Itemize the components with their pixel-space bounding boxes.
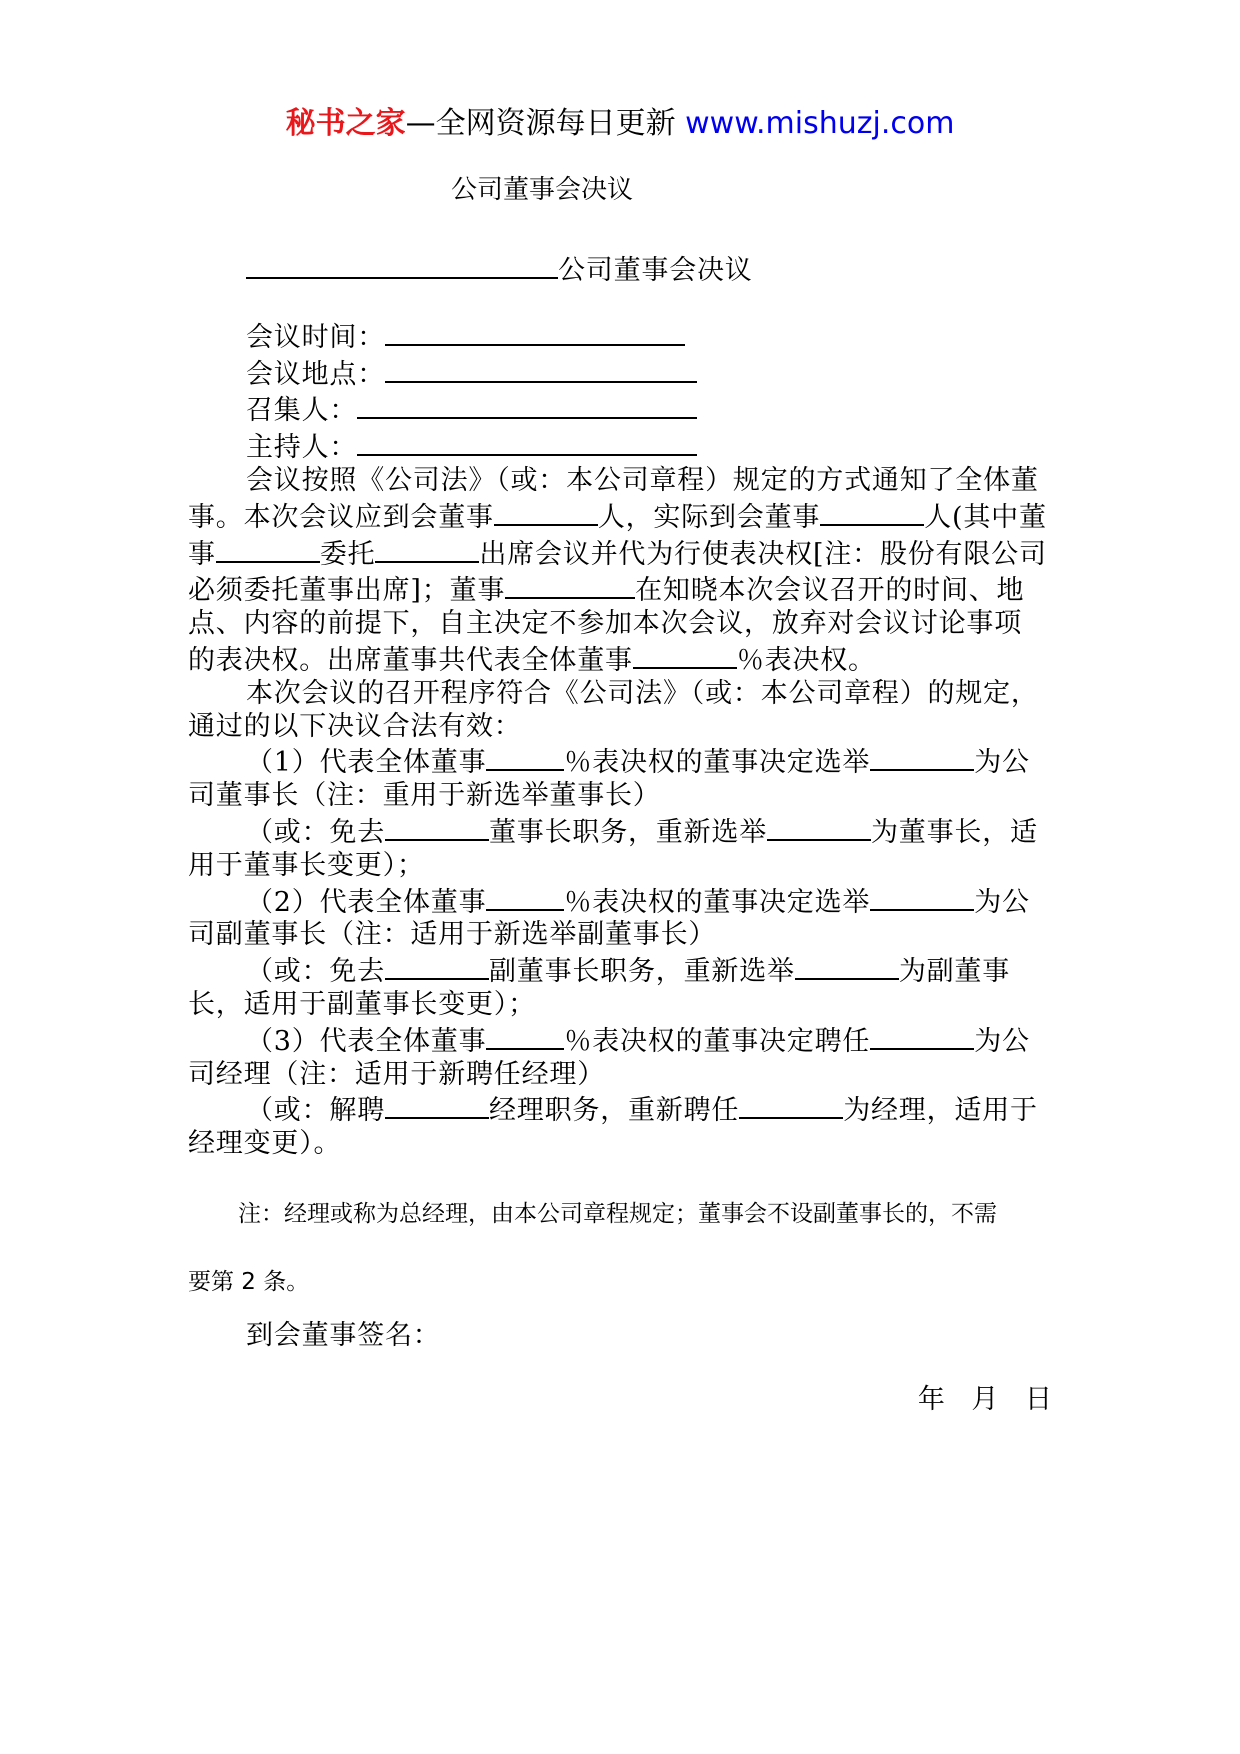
- blank[interactable]: [375, 535, 479, 563]
- text: 为副董事长，适用于副董事长变更）；: [188, 956, 1011, 1020]
- blank[interactable]: [494, 498, 598, 526]
- field-label: 召集人：: [246, 395, 358, 427]
- text: ％表决权的董事决定聘任: [564, 1025, 871, 1057]
- text: 会议按照《公司法》（或：本公司章程）规定的方式通知了全体董事。本次会议应到会董事: [188, 464, 1039, 533]
- text: 为公司经理（注：适用于新聘任经理）: [188, 1025, 1030, 1090]
- resolution-item-2-alt: [188, 952, 1048, 1022]
- paragraph-notice: [188, 465, 1048, 678]
- blank[interactable]: [486, 883, 564, 911]
- resolution-heading: [188, 251, 1048, 288]
- field-label: 会议地点：: [246, 358, 385, 390]
- text: ％表决权的董事决定选举: [564, 886, 871, 918]
- blank[interactable]: [486, 743, 564, 771]
- site-banner: [0, 104, 1240, 144]
- blank[interactable]: [216, 535, 320, 563]
- blank[interactable]: [385, 952, 489, 980]
- text: （或：免去: [246, 956, 385, 988]
- resolution-item-3-alt: [188, 1091, 1048, 1161]
- footnote: [188, 1180, 1048, 1316]
- slogan: —全网资源每日更新: [405, 106, 676, 141]
- footnote-line-1: 注：经理或称为总经理，由本公司章程规定；董事会不设副董事长的，不需: [238, 1201, 997, 1227]
- text: 董事长职务，重新选举: [489, 816, 767, 848]
- field-label: 会议时间：: [246, 321, 385, 353]
- meeting-place-blank[interactable]: [385, 355, 697, 383]
- text: 出席会议并代为行使表决权[注：股份有限公司必须委托董事出席]；董事: [188, 538, 1047, 607]
- blank[interactable]: [385, 813, 489, 841]
- text: 为公司董事长（注：重用于新选举董事长）: [188, 747, 1030, 812]
- resolution-item-3: [188, 1022, 1048, 1092]
- blank[interactable]: [795, 952, 899, 980]
- footnote-line-2: 要第 2 条。: [188, 1269, 310, 1295]
- blank[interactable]: [820, 498, 924, 526]
- text: 经理职务，重新聘任: [489, 1095, 740, 1127]
- site-url-link[interactable]: www.mishuzj.com: [685, 106, 955, 141]
- resolution-item-2: [188, 883, 1048, 953]
- resolution-item-1-alt: [188, 813, 1048, 883]
- blank[interactable]: [870, 1022, 974, 1050]
- blank[interactable]: [385, 1091, 489, 1119]
- text: 为公司副董事长（注：适用于新选举副董事长）: [188, 886, 1030, 951]
- blank[interactable]: [505, 571, 635, 599]
- text: （3）代表全体董事: [246, 1025, 487, 1057]
- text: ％表决权。: [736, 644, 876, 676]
- text: 在知晓本次会议召开的时间、地点、内容的前提下，自主决定不参加本次会议，放弃对会议讨论事项的表决权。出席董事共代表全体董事: [188, 575, 1025, 676]
- text: 委托: [319, 538, 376, 570]
- text: 为董事长，适用于董事长变更）；: [188, 816, 1038, 881]
- text: ％表决权的董事决定选举: [564, 747, 871, 779]
- blank[interactable]: [767, 813, 871, 841]
- blank[interactable]: [870, 883, 974, 911]
- signature-label: 到会董事签名：: [246, 1320, 441, 1351]
- date-line: 年 月 日: [917, 1384, 1052, 1415]
- company-name-blank[interactable]: [246, 251, 558, 279]
- text: 为经理，适用于经理变更）。: [188, 1095, 1038, 1160]
- field-meeting-place: [188, 355, 1048, 392]
- document-title: 公司董事会决议: [451, 175, 634, 205]
- blank[interactable]: [870, 743, 974, 771]
- convener-blank[interactable]: [357, 391, 697, 419]
- document-body: [188, 251, 1048, 1161]
- text: （或：解聘: [246, 1095, 385, 1127]
- text: （2）代表全体董事: [246, 886, 487, 918]
- text: 副董事长职务，重新选举: [489, 956, 795, 988]
- meeting-time-blank[interactable]: [385, 318, 685, 346]
- paragraph-validity: 本次会议的召开程序符合《公司法》（或：本公司章程）的规定，通过的以下决议合法有效：: [188, 677, 1039, 742]
- resolution-heading-text: 公司董事会决议: [558, 255, 753, 286]
- resolution-item-1: [188, 743, 1048, 813]
- text: 人，实际到会董事: [597, 501, 821, 533]
- blank[interactable]: [739, 1091, 843, 1119]
- blank[interactable]: [633, 641, 737, 669]
- field-label: 主持人：: [246, 432, 358, 464]
- field-meeting-time: [188, 318, 1048, 355]
- brand-name: 秘书之家: [285, 106, 406, 141]
- field-host: [188, 428, 1048, 465]
- text: （1）代表全体董事: [246, 747, 487, 779]
- text: （或：免去: [246, 816, 385, 848]
- text: 人(其中董事: [188, 501, 1047, 570]
- blank[interactable]: [486, 1022, 564, 1050]
- field-convener: [188, 391, 1048, 428]
- host-blank[interactable]: [357, 428, 697, 456]
